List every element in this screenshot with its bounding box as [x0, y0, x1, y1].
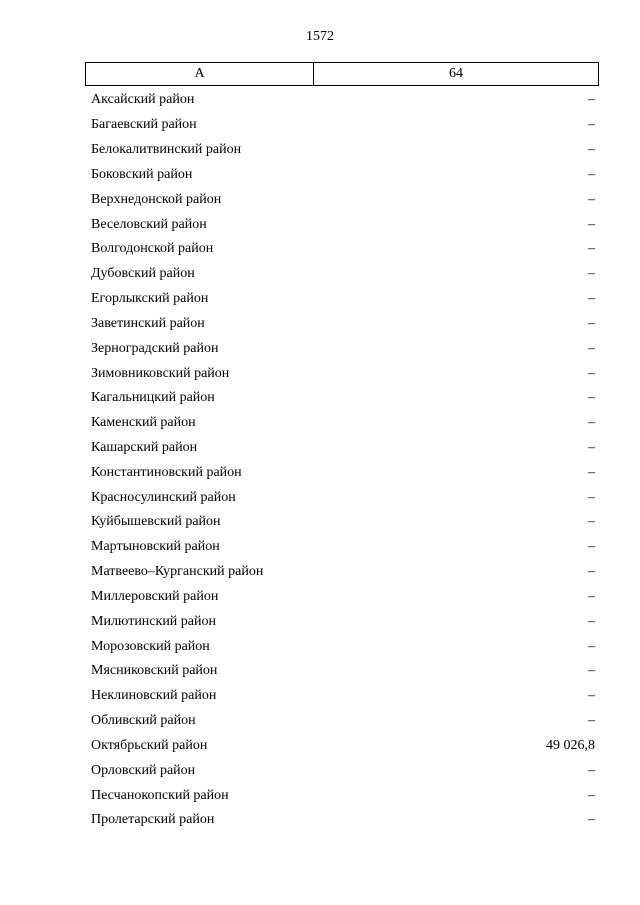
district-name: Белокалитвинский район — [91, 142, 242, 158]
district-name: Обливский район — [91, 713, 196, 729]
district-name: Кашарский район — [91, 440, 198, 455]
district-value: – — [588, 415, 595, 431]
table-row — [85, 634, 599, 659]
district-value: – — [588, 216, 595, 232]
district-name: Морозовский район — [91, 638, 210, 654]
district-value: – — [588, 812, 595, 828]
table-row — [85, 187, 599, 212]
district-value: – — [588, 613, 595, 629]
district-value: – — [588, 713, 595, 729]
district-name: Зимовниковский район — [91, 365, 230, 381]
district-name: Веселовский район — [91, 216, 207, 232]
district-value: – — [588, 489, 595, 505]
district-name: Багаевский район — [91, 117, 197, 133]
table-row — [85, 88, 599, 113]
table-row — [85, 262, 599, 287]
district-value: – — [588, 539, 595, 555]
table-row — [85, 460, 599, 485]
district-value: – — [588, 440, 595, 455]
table-row — [85, 162, 599, 187]
table-row — [85, 212, 599, 237]
table-row — [85, 436, 599, 461]
table-row — [85, 287, 599, 312]
district-name: Каменский район — [91, 415, 196, 431]
column-64-label: 64 — [449, 66, 463, 81]
district-name: Октябрьский район — [91, 737, 208, 753]
district-name: Заветинский район — [91, 315, 205, 331]
district-name: Дубовский район — [91, 266, 195, 282]
table-row — [85, 659, 599, 684]
district-name: Волгодонской район — [91, 241, 214, 257]
table-row — [85, 237, 599, 262]
table-row — [85, 138, 599, 163]
table-row — [85, 336, 599, 361]
district-name: Мясниковский район — [91, 663, 218, 679]
district-name: Егорлыкский район — [91, 291, 209, 307]
district-name: Матвеево–Курганский район — [91, 564, 264, 580]
table-row — [85, 684, 599, 709]
table-row — [85, 758, 599, 783]
district-name: Миллеровский район — [91, 588, 219, 604]
district-name: Боковский район — [91, 166, 193, 182]
table-row — [85, 485, 599, 510]
district-value: – — [588, 291, 595, 307]
district-name: Пролетарский район — [91, 812, 215, 828]
district-value: – — [588, 315, 595, 331]
table-column-header — [85, 62, 599, 86]
district-name: Песчанокопский район — [91, 787, 229, 803]
district-value: – — [588, 340, 595, 356]
table-row — [85, 361, 599, 386]
table-row — [85, 386, 599, 411]
table-row — [85, 560, 599, 585]
district-name: Кагальницкий район — [91, 390, 215, 406]
district-value: – — [588, 92, 595, 108]
district-value: – — [588, 688, 595, 704]
district-value: – — [588, 787, 595, 803]
district-value: – — [588, 514, 595, 530]
district-value: – — [588, 365, 595, 381]
table-row — [85, 510, 599, 535]
table-row — [85, 808, 599, 833]
district-value: – — [588, 266, 595, 282]
district-value: 49 026,8 — [546, 737, 595, 753]
district-value: – — [588, 166, 595, 182]
district-value: – — [588, 191, 595, 207]
district-name: Мартыновский район — [91, 539, 220, 555]
district-value: – — [588, 564, 595, 580]
table-row — [85, 113, 599, 138]
column-a-label: А — [86, 63, 314, 85]
district-value: – — [588, 588, 595, 604]
district-name: Зерноградский район — [91, 340, 219, 356]
district-name: Константиновский район — [91, 464, 242, 480]
district-value: – — [588, 762, 595, 778]
district-value: – — [588, 390, 595, 406]
table-row — [85, 585, 599, 610]
district-name: Орловский район — [91, 762, 196, 778]
district-value: – — [588, 663, 595, 679]
district-value: – — [588, 638, 595, 654]
district-name: Милютинский район — [91, 613, 217, 629]
table-row — [85, 709, 599, 734]
district-value: – — [588, 464, 595, 480]
table-row — [85, 734, 599, 759]
table-row — [85, 411, 599, 436]
district-name: Аксайский район — [91, 92, 195, 108]
district-name: Красносулинский район — [91, 489, 236, 505]
district-name: Неклиновский район — [91, 688, 217, 704]
district-value: – — [588, 142, 595, 158]
table-body — [85, 88, 599, 833]
district-value: – — [588, 117, 595, 133]
page-number: 1572 — [306, 29, 334, 44]
table-row — [85, 535, 599, 560]
table-row — [85, 609, 599, 634]
table-row — [85, 311, 599, 336]
district-name: Куйбышевский район — [91, 514, 221, 530]
district-value: – — [588, 241, 595, 257]
district-name: Верхнедонской район — [91, 191, 222, 207]
table-row — [85, 783, 599, 808]
